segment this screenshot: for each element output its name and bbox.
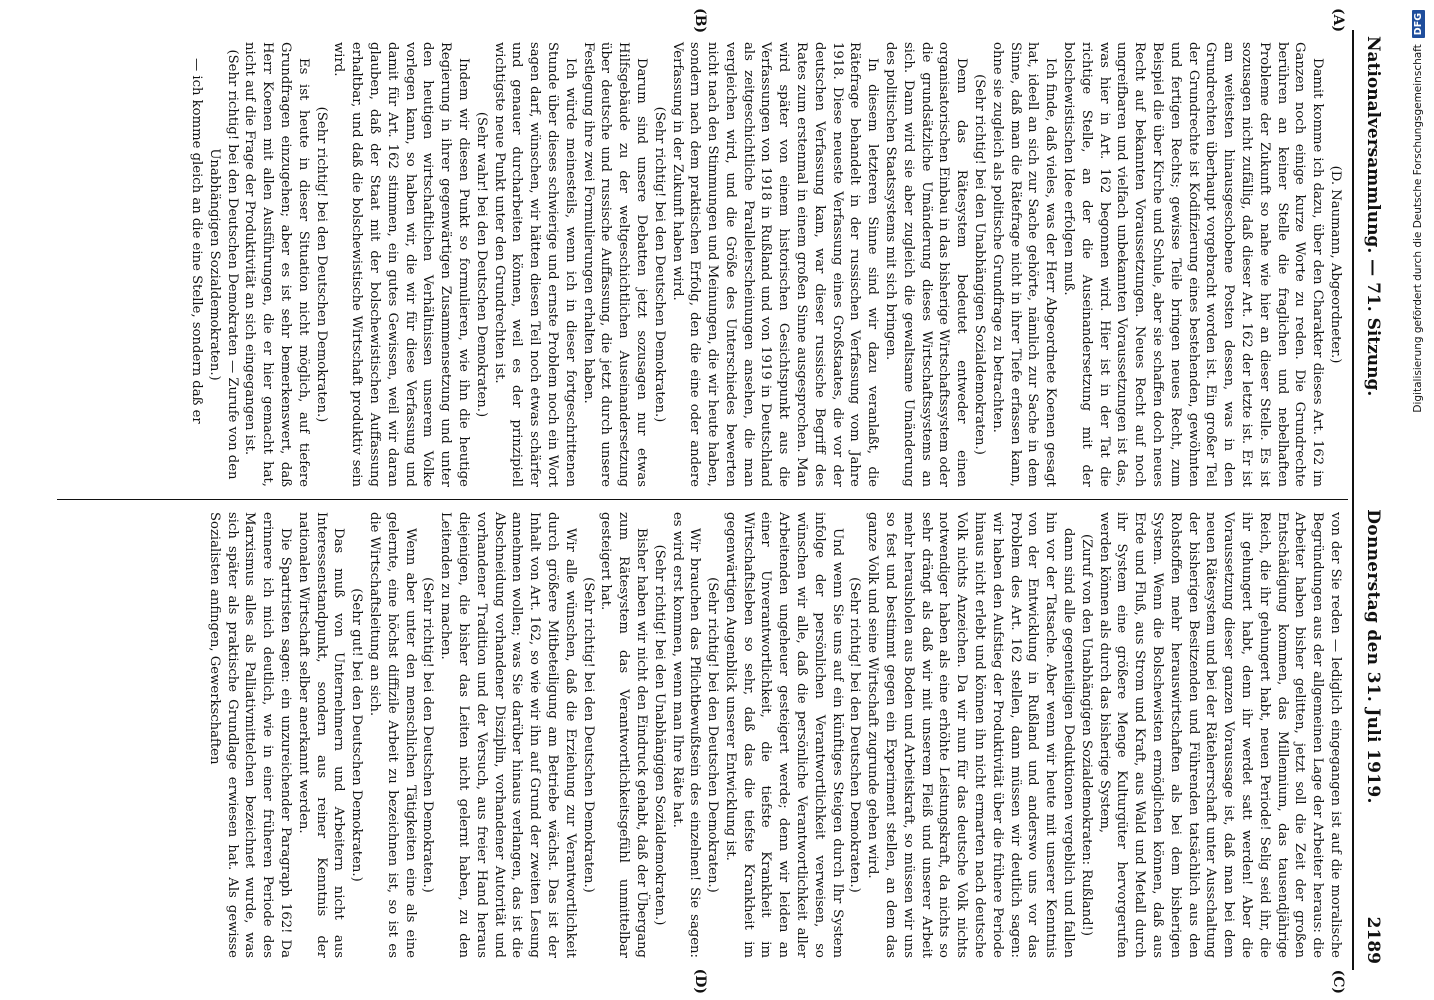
paragraph: Wir brauchen das Pflichtbewußtsein des einzelnen! Sie sagen: es wird erst kommen, wenn man Ihre Räte hat. bbox=[669, 512, 703, 958]
interjection: (Sehr richtig! bei den Unabhängigen Sozialdemokraten.) bbox=[651, 544, 667, 926]
section-marker-a: (A) bbox=[1330, 8, 1346, 33]
left-column bbox=[57, 8, 1348, 500]
credit-text: Digitalisierung gefördert durch die Deutsche Forschungsgemeinschaft bbox=[1412, 44, 1424, 413]
interjection: (Sehr richtig! bei den Deutschen Demokraten.) bbox=[420, 577, 436, 893]
paragraph: Darum sind unsere Debatten jetzt sozusagen nur etwas Hilfsgebäude zu der weltgeschichtlichen Auseinandersetzung über deutsche und russische Auffassung, die jetzt durch unsere Festlegung ihre zwei Formulierungen erhalten haben. bbox=[580, 42, 649, 487]
page-header bbox=[1352, 30, 1392, 970]
paragraph: Die Spartristen sagen: ein unzureichender Paragraph 162! Da erinnere ich mich deutlich, wie in einer früheren Periode des Marxismus alles als Palliativmittelchen bezeichnet wurde, was sich später als praktische Grundlage erwiesen hat. Als gewisse Sozialisten anfingen, Gewerkschaften bbox=[206, 512, 293, 958]
interjection: (Zuruf von den Unabhängigen Sozialdemokraten: Rußland!) bbox=[1078, 533, 1094, 937]
interjection: (Sehr richtig! bei den Deutschen Demokraten.) bbox=[847, 577, 863, 893]
header-date: Donnerstag den 31. Juli 1919. bbox=[1363, 509, 1383, 804]
paragraph: Wir alle wünschen, daß die Erziehung zur Verantwortlichkeit durch größere Mitbeteiligung am Betriebe wächst. Das ist der Inhalt von Art. 162, so wie wir ihn auf Grund der zweiten Lesung annehmen wollen; was Sie darüber hinaus verlangen, das ist die Abschneidung vorhandener Disziplin, vorhandener Autorität und vorhandener Tradition und der Versuch, aus freier Hand heraus diejenigen, die bisher das Leiten nicht gelernt haben, zu den Leitenden zu machen. bbox=[438, 512, 578, 958]
interjection: (Sehr gut! bei den Deutschen Demokraten.) bbox=[349, 588, 365, 882]
rotated-newspaper-page bbox=[57, 8, 1392, 994]
paragraph: Damit komme ich dazu, über den Charakter dieses Art. 162 im Ganzen noch einige kurze Worte zu reden. Die Grundrechte berühren an keiner Stelle die fraglichen und nebelhaften Probleme der Zukunft so nahe wie hier an dieser Stelle. Es ist sozusagen nicht zufällig, daß dieser Art. 162 der letzte ist. Er ist am weitesten hinausgeschobene Posten dessen, was in den Grundrechten überhaupt vorgebracht worden ist. Ein großer Teil der Grundrechte ist Kodifizierung eines bestehenden, gewöhnten und fertigen Rechts; gewisse Teile bringen neues Recht, zum Beispiel die über Kirche und Schule, aber sie schaffen doch neues Recht auf bekannten Voraussetzungen. Neues Recht auf noch ungreifbaren und vielfach unbekannten Voraussetzungen ist das, was hier in Art. 162 begonnen wird. Hier ist in der Tat die richtige Stelle, an der die Auseinandersetzung mit der bolschewistischen Idee erfolgen muß. bbox=[1061, 42, 1326, 487]
page-number: 2189 bbox=[1363, 916, 1383, 964]
paragraph: Ich würde meinesteils, wenn ich in dieser fortgeschrittenen Stunde über dieses schwierige und ernste Problem noch ein Wort sagen darf, wünschen, wir hätten diesen Teil noch etwas schärfer und genauer durcharbeiten können, weil es der prinzipiell wichtigste neue Punkt unter den Grundrechten ist. bbox=[491, 42, 578, 487]
paragraph: Ich finde, daß vieles, was der Herr Abgeordnete Koenen gesagt hat, ideell an sich zur Sache gehörte, nämlich zur Sache in dem Sinne, daß man die Rätefrage nicht in ihrer Tiefe erfassen kann, ohne sie zugleich als politische Grundfrage zu betrachten. bbox=[989, 42, 1059, 487]
section-marker-c: (C) bbox=[1330, 969, 1346, 994]
interjection: (Sehr richtig! bei den Deutschen Demokraten.) bbox=[705, 577, 721, 893]
header-left: Nationalversammlung. — 71. Sitzung. bbox=[1363, 36, 1383, 397]
paragraph: von der Sie reden — lediglich eingegangen ist auf die moralische Begründungen aus der allgemeinen Lage der Arbeiter heraus: die Arbeiter haben bisher gelitten, jetzt soll die Zeit der großen Entschädigung kommen, das Millennium, das tausendjährige Reich, die ihr gehungert habt, neuen Periode! Selig seid ihr, die ihr gehungert habt, denn ihr werdet satt werden! Aber die Voraussetzung dieser ganzen Voraussage ist, daß man bei dem neuen Rätesystem und bei der Räteherrschaft unter Ausschaltung der bisherigen Besitzenden und Führenden tatsächlich aus den Rohstoffen mehr herauswirtschaften als bei dem bisherigen System. Wenn die Bolschewisten ermöglichen können, daß aus Erde und Fluß, aus Strom und Kraft, aus Wald und Metall durch ihr System eine größere Menge Kulturgüter hervorgerufen werden können als durch das bisherige System, bbox=[1096, 512, 1343, 958]
paragraph: dann sind alle gegenteiligen Deduktionen vergeblich und fallen hin vor der Tatsache. Aber wenn wir heute mit unserer Kenntnis von der Entwicklung in Rußland und anderswo uns vor das Problem des Art. 162 stellen, dann müssen wir deutlich sagen: wir haben den Aufstieg der Produktivität über die frühere Periode hinaus nicht erlebt und können ihn nicht ermarten nach deutsche Volk nichts Anzeichen. Da wir nun für das deutsche Volk nichts notwendiger haben als eine erhöhte Leistungskraft, da nichts so sehr drängt als daß wir mit unserem Fleiß und unserer Arbeit mehr herausholen aus Boden und Arbeitskraft, so müssen wir uns so fest und bestimmt gegen ein Experiment stellen, an dem das ganze Volk und seine Wirtschaft zugrunde gehen wird. bbox=[865, 512, 1077, 958]
paragraph: — ich komme gleich an die eine Stelle, sondern daß er bbox=[189, 58, 204, 424]
paragraph: Denn das Rätesystem bedeutet entweder einen organisatorischen Einbau in das bisherige Wirtschaftssystem oder die grundsätzliche Umänderung dieses Wirtschaftssystems an sich. Dann wird sie aber zugleich die gewaltsame Umänderung des politischen Staatssystems mit sich bringen. bbox=[883, 42, 970, 487]
interjection: (Sehr richtig! bei den Deutschen Demokraten.) bbox=[313, 106, 329, 423]
right-column bbox=[57, 500, 1348, 994]
interjection: (Sehr richtig! bei den Deutschen Demokraten.) bbox=[580, 577, 596, 893]
section-marker-b: (B) bbox=[692, 8, 708, 34]
dfg-logo: DFG bbox=[1412, 10, 1425, 38]
interjection: (D. Naumann, Abgeordneter.) bbox=[1328, 165, 1343, 364]
interjection: (Sehr richtig! bei den Unabhängigen Sozialdemokraten.) bbox=[972, 74, 988, 455]
interjection: (Sehr richtig! bei den Deutschen Demokraten.) bbox=[651, 106, 667, 423]
text-columns bbox=[57, 8, 1348, 994]
paragraph: Es ist heute in dieser Situation nicht möglich, auf tiefere Grundfragen einzugehen; aber es ist sehr bemerkenswert, daß Herr Koenen mit allen Ausführungen, die er hier gemacht hat, nicht auf die Frage der Produktivität an sich eingegangen ist. bbox=[242, 42, 311, 487]
paragraph: Und wenn Sie uns auf ein künftiges Steigen durch Ihr System infolge der persönlichen Verantwortlichkeit verweisen, so wünschen wir alle, daß die persönliche Verantwortlichkeit aller Arbeitenden ungeheuer gesteigert werde; denn wir leiden an einer Unverantwortlichkeit, die tiefste Krankheit im Wirtschaftsleben so sehr, daß das die tiefste Krankheit im gegenwärtigen Augenblick unserer Entwicklung ist. bbox=[722, 512, 845, 958]
paragraph: Bisher haben wir nicht den Eindruck gehabt, daß der Übergang zum Rätesystem das Verantwortlichkeitsgefühl unmittelbar gesteigert hat. bbox=[598, 512, 649, 958]
paragraph: In diesem letzteren Sinne sind wir dazu veranlaßt, die Rätefrage behandelt in der russischen Verfassung vom Jahre 1918. Diese neueste Verfassung eines Großstaates, die vor der deutschen Verfassung kam, war dieser russische Begriff des Rates zum erstenmal in einem großen Sinne ausgesprochen. Man wird später von einem historischen Gesichtspunkt aus die Verfassungen von 1918 in Rußland und von 1919 in Deutschland als zeitgeschichtliche Parallelerscheinungen ansehen, die man vergleichen wird, und die Größe des Unterschiedes bewerten nicht nach den Stimmungen und Meinungen, die wir heute haben, sondern nach dem praktischen Erfolg, den die eine oder andere Verfassung in der Zukunft haben wird. bbox=[669, 42, 881, 487]
paragraph: Indem wir diesen Punkt so formulieren, wie ihn die heutige Regierung in ihrer gegenwärtigen Zusammensetzung und unter den heutigen wirtschaftlichen Verhältnissen unserem Volke vorlegen kann, so haben wir, die wir für diese Verfassung und damit für Art. 162 stimmen, ein gutes Gewissen, weil wir daran glauben, daß der Staat mit der bolschewistischen Auffassung erhaltbar, und daß die bolschewistische Wirtschaft produktiv sein wird. bbox=[331, 42, 471, 487]
interjection: (Sehr wahr! bei den Deutschen Demokraten.) bbox=[473, 111, 489, 418]
paragraph: Das muß von Unternehmern und Arbeitern nicht aus Interessenstandpunkt, sondern aus reiner Kenntnis der nationalen Wirtschaft selber anerkannt werden. bbox=[295, 512, 347, 958]
paragraph: Wenn aber unter den menschlichen Tätigkeiten eine als eine gelernte, eine höchst diffizile Arbeit zu bezeichnen ist, so ist es die Wirtschaftsleitung an sich. bbox=[366, 512, 418, 958]
digitization-credit bbox=[1406, 10, 1430, 990]
section-marker-d: (D) bbox=[692, 968, 708, 994]
interjection: (Sehr richtig! bei den Deutschen Demokraten — Zurufe von den Unabhängigen Sozialdemokraten.) bbox=[206, 49, 240, 480]
